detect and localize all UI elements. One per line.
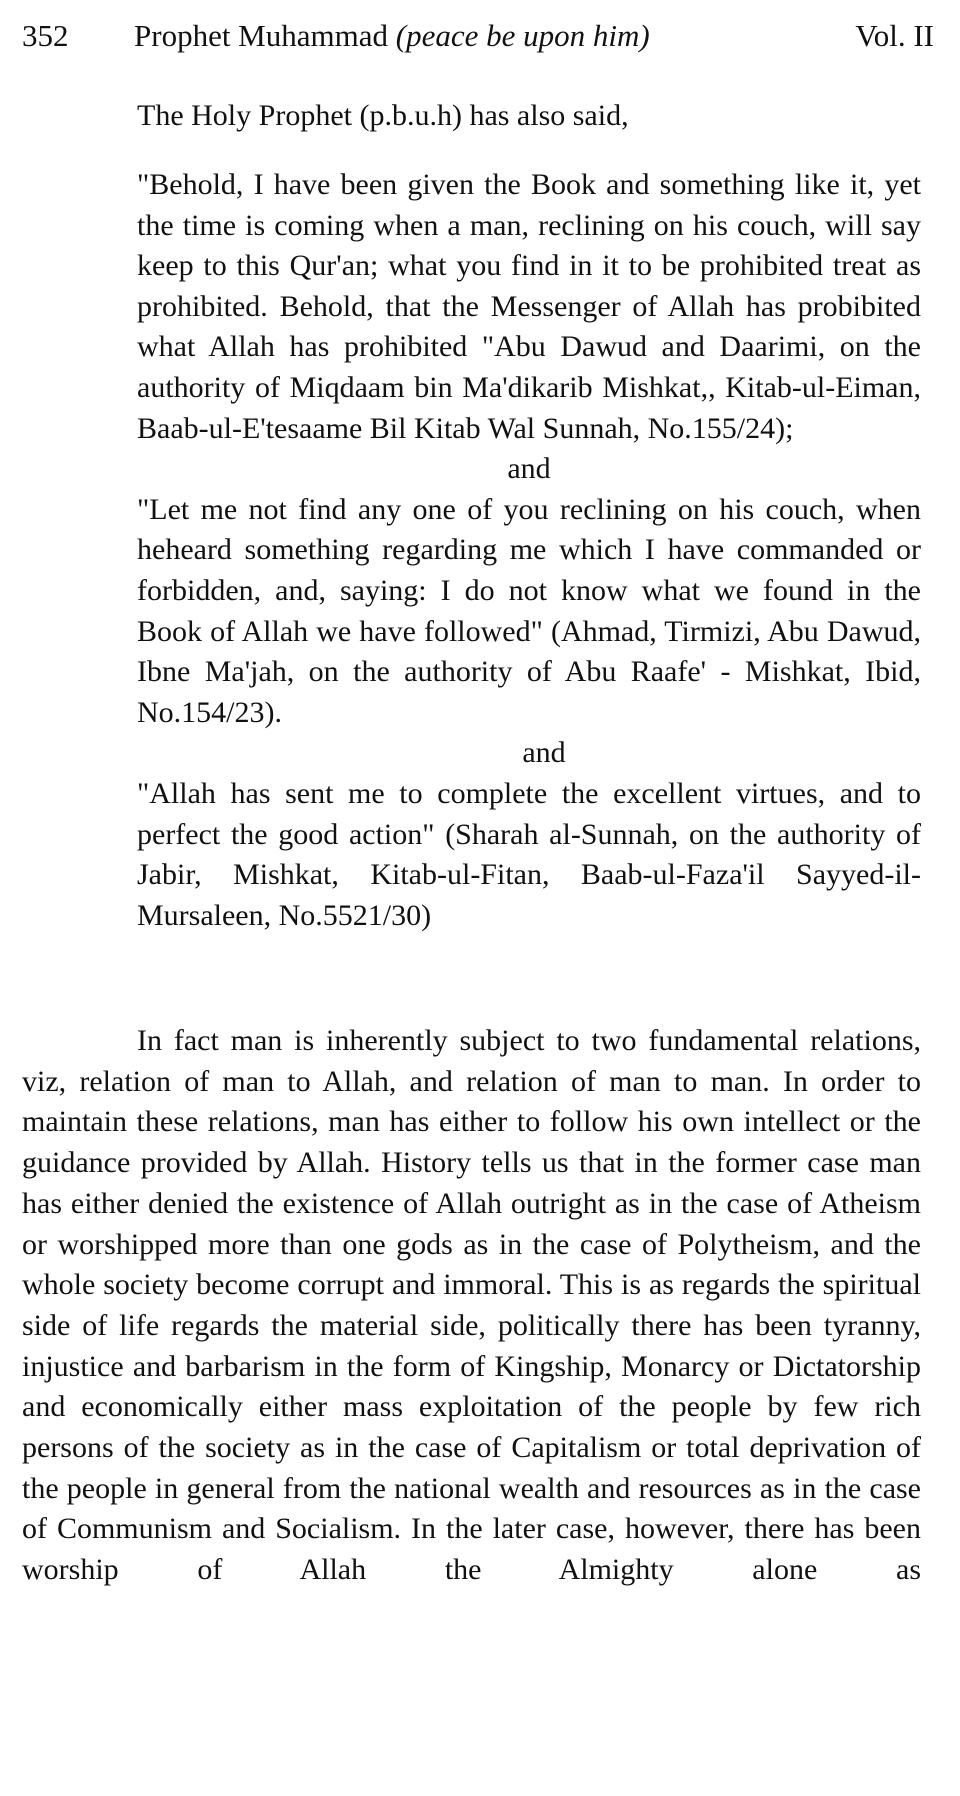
connector-and: and [507,452,551,486]
hadith-quote: "Let me not find any one of you reclining on his couch, when heheard something regarding me which I have commanded or forbidden, and, saying: I do not know what we found in the Book of Allah we have followed" (Ahmad, Tirmizi, Abu Dawud, Ibne Ma'jah, on the authority of Abu Raafe' - Mishkat, Ibid, No.154/23). [137,492,921,729]
hadith-quote: "Allah has sent me to complete the excellent virtues, and to perfect the good action" (Sharah al-Sunnah, on the authority of Jabir, Mishkat, Kitab-ul-Fitan, Baab-ul-Faza'il Sayyed-il-Mursaleen, No.5521/30) [137,776,921,932]
running-header [22,14,934,58]
volume-label: Vol. II [855,18,934,53]
running-title-italic: (peace be upon him) [395,18,650,53]
hadith-quote: "Behold, I have been given the Book and something like it, yet the time is coming when a man, reclining on his couch, will say keep to this Qur'an; what you find in it to be prohibited treat as prohibited. Behold, that the Messenger of Allah has probibited what Allah has prohibited "Abu Dawud and Daarimi, on the authority of Miqdaam bin Ma'dikarib Mishkat,, Kitab-ul-Eiman, Baab-ul-E'tesaame Bil Kitab Wal Sunnah, No.155/24); [137,168,921,445]
intro-line: The Holy Prophet (p.b.u.h) has also said, [137,99,629,132]
hadith-quotes [137,165,921,936]
running-title-prefix: Prophet Muhammad [134,18,388,53]
connector-and: and [522,736,566,770]
body-paragraph: In fact man is inherently subject to two fundamental relations, viz, relation of man to Allah, and relation of man to man. In order to maintain these relations, man has either to follow his own intellect or the guidance provided by Allah. History tells us that in the former case man has either denied the existence of Allah outright as in the case of Atheism or worshipped more than one gods as in the case of Polytheism, and the whole society become corrupt and immoral. This is as regards the spiritual side of life regards the material side, politically there has been tyranny, injustice and barbarism in the form of Kingship, Monarcy or Dictatorship and economically either mass exploitation of the people by few rich persons of the society as in the case of Capitalism or total deprivation of the people in general from the national wealth and resources as in the case of Communism and Socialism. In the later case, however, there has been worship of Allah the Almighty alone as [22,1024,921,1587]
page-number: 352 [22,18,69,53]
running-title [134,14,650,58]
